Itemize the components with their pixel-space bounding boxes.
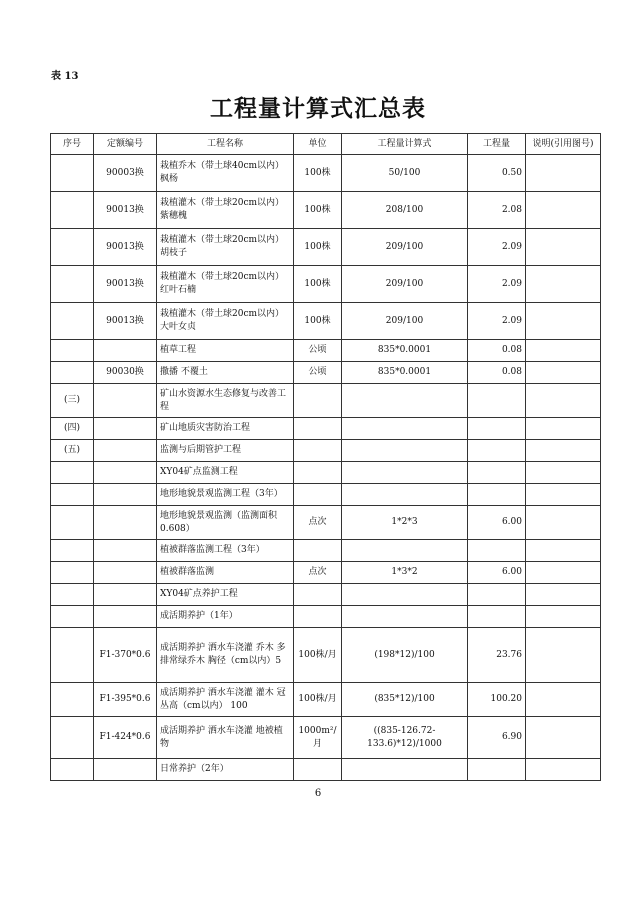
cell-unit: 点次 [294,562,342,584]
cell-note [526,440,601,462]
table-row [51,540,601,562]
table-row [51,362,601,384]
cell-name: 矿山水资源水生态修复与改善工程 [157,384,294,418]
cell-qty [468,759,526,781]
cell-name: XY04矿点监测工程 [157,462,294,484]
cell-unit: 100株 [294,303,342,340]
cell-code: F1-395*0.6 [94,683,157,717]
column-header: 工程量 [468,134,526,155]
table-row [51,717,601,759]
cell-formula: ((835-126.72-133.6)*12)/1000 [342,717,468,759]
cell-unit: 100株 [294,192,342,229]
column-header: 序号 [51,134,94,155]
cell-code: 90003换 [94,155,157,192]
cell-formula [342,384,468,418]
column-header: 工程名称 [157,134,294,155]
table-row [51,506,601,540]
cell-no [51,362,94,384]
cell-code: 90013换 [94,266,157,303]
cell-note [526,683,601,717]
table-row [51,155,601,192]
cell-no [51,717,94,759]
cell-unit [294,384,342,418]
cell-note [526,462,601,484]
cell-unit: 100株 [294,229,342,266]
cell-no: (五) [51,440,94,462]
cell-code [94,506,157,540]
cell-no [51,462,94,484]
cell-note [526,506,601,540]
cell-unit [294,418,342,440]
cell-note [526,303,601,340]
cell-code [94,440,157,462]
cell-qty: 0.50 [468,155,526,192]
cell-qty: 2.09 [468,303,526,340]
cell-note [526,540,601,562]
cell-name: 成活期养护 洒水车浇灌 乔木 多排常绿乔木 胸径（cm以内）5 [157,628,294,683]
cell-unit: 公顷 [294,362,342,384]
page-title: 工程量计算式汇总表 [210,95,426,122]
cell-code: 90013换 [94,229,157,266]
cell-name: 监测与后期管护工程 [157,440,294,462]
cell-unit: 点次 [294,506,342,540]
cell-no [51,155,94,192]
cell-no [51,683,94,717]
cell-formula: 209/100 [342,229,468,266]
cell-qty [468,484,526,506]
cell-formula [342,540,468,562]
cell-formula: 1*2*3 [342,506,468,540]
cell-note [526,229,601,266]
cell-no: (三) [51,384,94,418]
cell-note [526,584,601,606]
cell-code [94,540,157,562]
cell-code [94,759,157,781]
cell-unit [294,484,342,506]
cell-note [526,606,601,628]
cell-unit [294,584,342,606]
cell-unit [294,759,342,781]
cell-name: XY04矿点养护工程 [157,584,294,606]
cell-no [51,340,94,362]
cell-code [94,584,157,606]
cell-note [526,362,601,384]
cell-name: 成活期养护 洒水车浇灌 灌木 冠丛高（cm以内） 100 [157,683,294,717]
cell-name: 成活期养护（1年） [157,606,294,628]
cell-code: F1-370*0.6 [94,628,157,683]
cell-formula [342,484,468,506]
cell-name: 矿山地质灾害防治工程 [157,418,294,440]
cell-no [51,303,94,340]
cell-unit [294,440,342,462]
cell-no [51,484,94,506]
cell-formula: (198*12)/100 [342,628,468,683]
cell-formula: 209/100 [342,303,468,340]
quantity-summary-table [50,133,601,781]
cell-no [51,606,94,628]
cell-name: 栽植灌木（带土球20cm以内）大叶女贞 [157,303,294,340]
cell-no [51,562,94,584]
cell-no [51,759,94,781]
cell-name: 栽植灌木（带土球20cm以内）紫穗槐 [157,192,294,229]
cell-no [51,229,94,266]
cell-unit [294,606,342,628]
cell-code [94,484,157,506]
table-row [51,229,601,266]
cell-no: (四) [51,418,94,440]
cell-note [526,418,601,440]
table-row [51,628,601,683]
cell-qty [468,540,526,562]
cell-note [526,192,601,229]
cell-code: F1-424*0.6 [94,717,157,759]
cell-unit: 公顷 [294,340,342,362]
cell-name: 日常养护（2年） [157,759,294,781]
cell-qty: 6.90 [468,717,526,759]
cell-unit: 100株/月 [294,683,342,717]
cell-name: 栽植灌木（带土球20cm以内）红叶石楠 [157,266,294,303]
column-header: 定额编号 [94,134,157,155]
cell-formula [342,584,468,606]
cell-code [94,384,157,418]
cell-name: 成活期养护 洒水车浇灌 地被植物 [157,717,294,759]
cell-unit: 100株 [294,266,342,303]
cell-formula: 835*0.0001 [342,362,468,384]
column-header: 单位 [294,134,342,155]
cell-qty: 100.20 [468,683,526,717]
cell-qty [468,584,526,606]
cell-code: 90030换 [94,362,157,384]
cell-code: 90013换 [94,303,157,340]
cell-formula [342,440,468,462]
table-row [51,562,601,584]
cell-formula [342,759,468,781]
cell-note [526,340,601,362]
cell-note [526,384,601,418]
cell-no [51,540,94,562]
cell-no [51,628,94,683]
cell-note [526,155,601,192]
table-row [51,759,601,781]
table-label: 表 13 [51,71,79,82]
cell-name: 撒播 不覆土 [157,362,294,384]
cell-note [526,484,601,506]
cell-no [51,192,94,229]
cell-qty [468,462,526,484]
table-row [51,484,601,506]
cell-qty [468,418,526,440]
table-row [51,606,601,628]
cell-formula: (835*12)/100 [342,683,468,717]
cell-note [526,759,601,781]
cell-note [526,266,601,303]
cell-qty: 2.08 [468,192,526,229]
cell-unit [294,462,342,484]
cell-qty: 0.08 [468,340,526,362]
cell-qty [468,606,526,628]
cell-name: 栽植乔木（带土球40cm以内）枫杨 [157,155,294,192]
cell-qty: 6.00 [468,562,526,584]
column-header: 说明(引用图号) [526,134,601,155]
cell-name: 地形地貌景观监测工程（3年） [157,484,294,506]
header-row [51,134,601,155]
column-header: 工程量计算式 [342,134,468,155]
cell-name: 植被群落监测工程（3年） [157,540,294,562]
cell-name: 栽植灌木（带土球20cm以内）胡枝子 [157,229,294,266]
cell-unit: 1000m²/月 [294,717,342,759]
cell-qty: 0.08 [468,362,526,384]
cell-formula: 835*0.0001 [342,340,468,362]
cell-formula: 208/100 [342,192,468,229]
table-row [51,192,601,229]
cell-unit [294,540,342,562]
table-row [51,340,601,362]
table-row [51,303,601,340]
page-number: 6 [314,788,322,799]
table-body [51,155,601,781]
cell-no [51,584,94,606]
cell-name: 植草工程 [157,340,294,362]
table-row [51,462,601,484]
cell-code [94,418,157,440]
table-row [51,418,601,440]
cell-qty: 23.76 [468,628,526,683]
cell-note [526,717,601,759]
cell-note [526,628,601,683]
cell-unit: 100株 [294,155,342,192]
cell-qty: 2.09 [468,266,526,303]
cell-unit: 100株/月 [294,628,342,683]
table-row [51,266,601,303]
cell-qty [468,384,526,418]
cell-qty: 2.09 [468,229,526,266]
cell-formula: 1*3*2 [342,562,468,584]
table-row [51,683,601,717]
cell-formula: 50/100 [342,155,468,192]
table-row [51,384,601,418]
cell-formula [342,418,468,440]
cell-note [526,562,601,584]
cell-code [94,462,157,484]
cell-code: 90013换 [94,192,157,229]
table-row [51,440,601,462]
cell-formula: 209/100 [342,266,468,303]
cell-formula [342,606,468,628]
cell-no [51,506,94,540]
cell-no [51,266,94,303]
cell-qty: 6.00 [468,506,526,540]
cell-name: 植被群落监测 [157,562,294,584]
table-row [51,584,601,606]
cell-name: 地形地貌景观监测（监测面积0.608） [157,506,294,540]
cell-qty [468,440,526,462]
cell-formula [342,462,468,484]
cell-code [94,562,157,584]
cell-code [94,606,157,628]
cell-code [94,340,157,362]
